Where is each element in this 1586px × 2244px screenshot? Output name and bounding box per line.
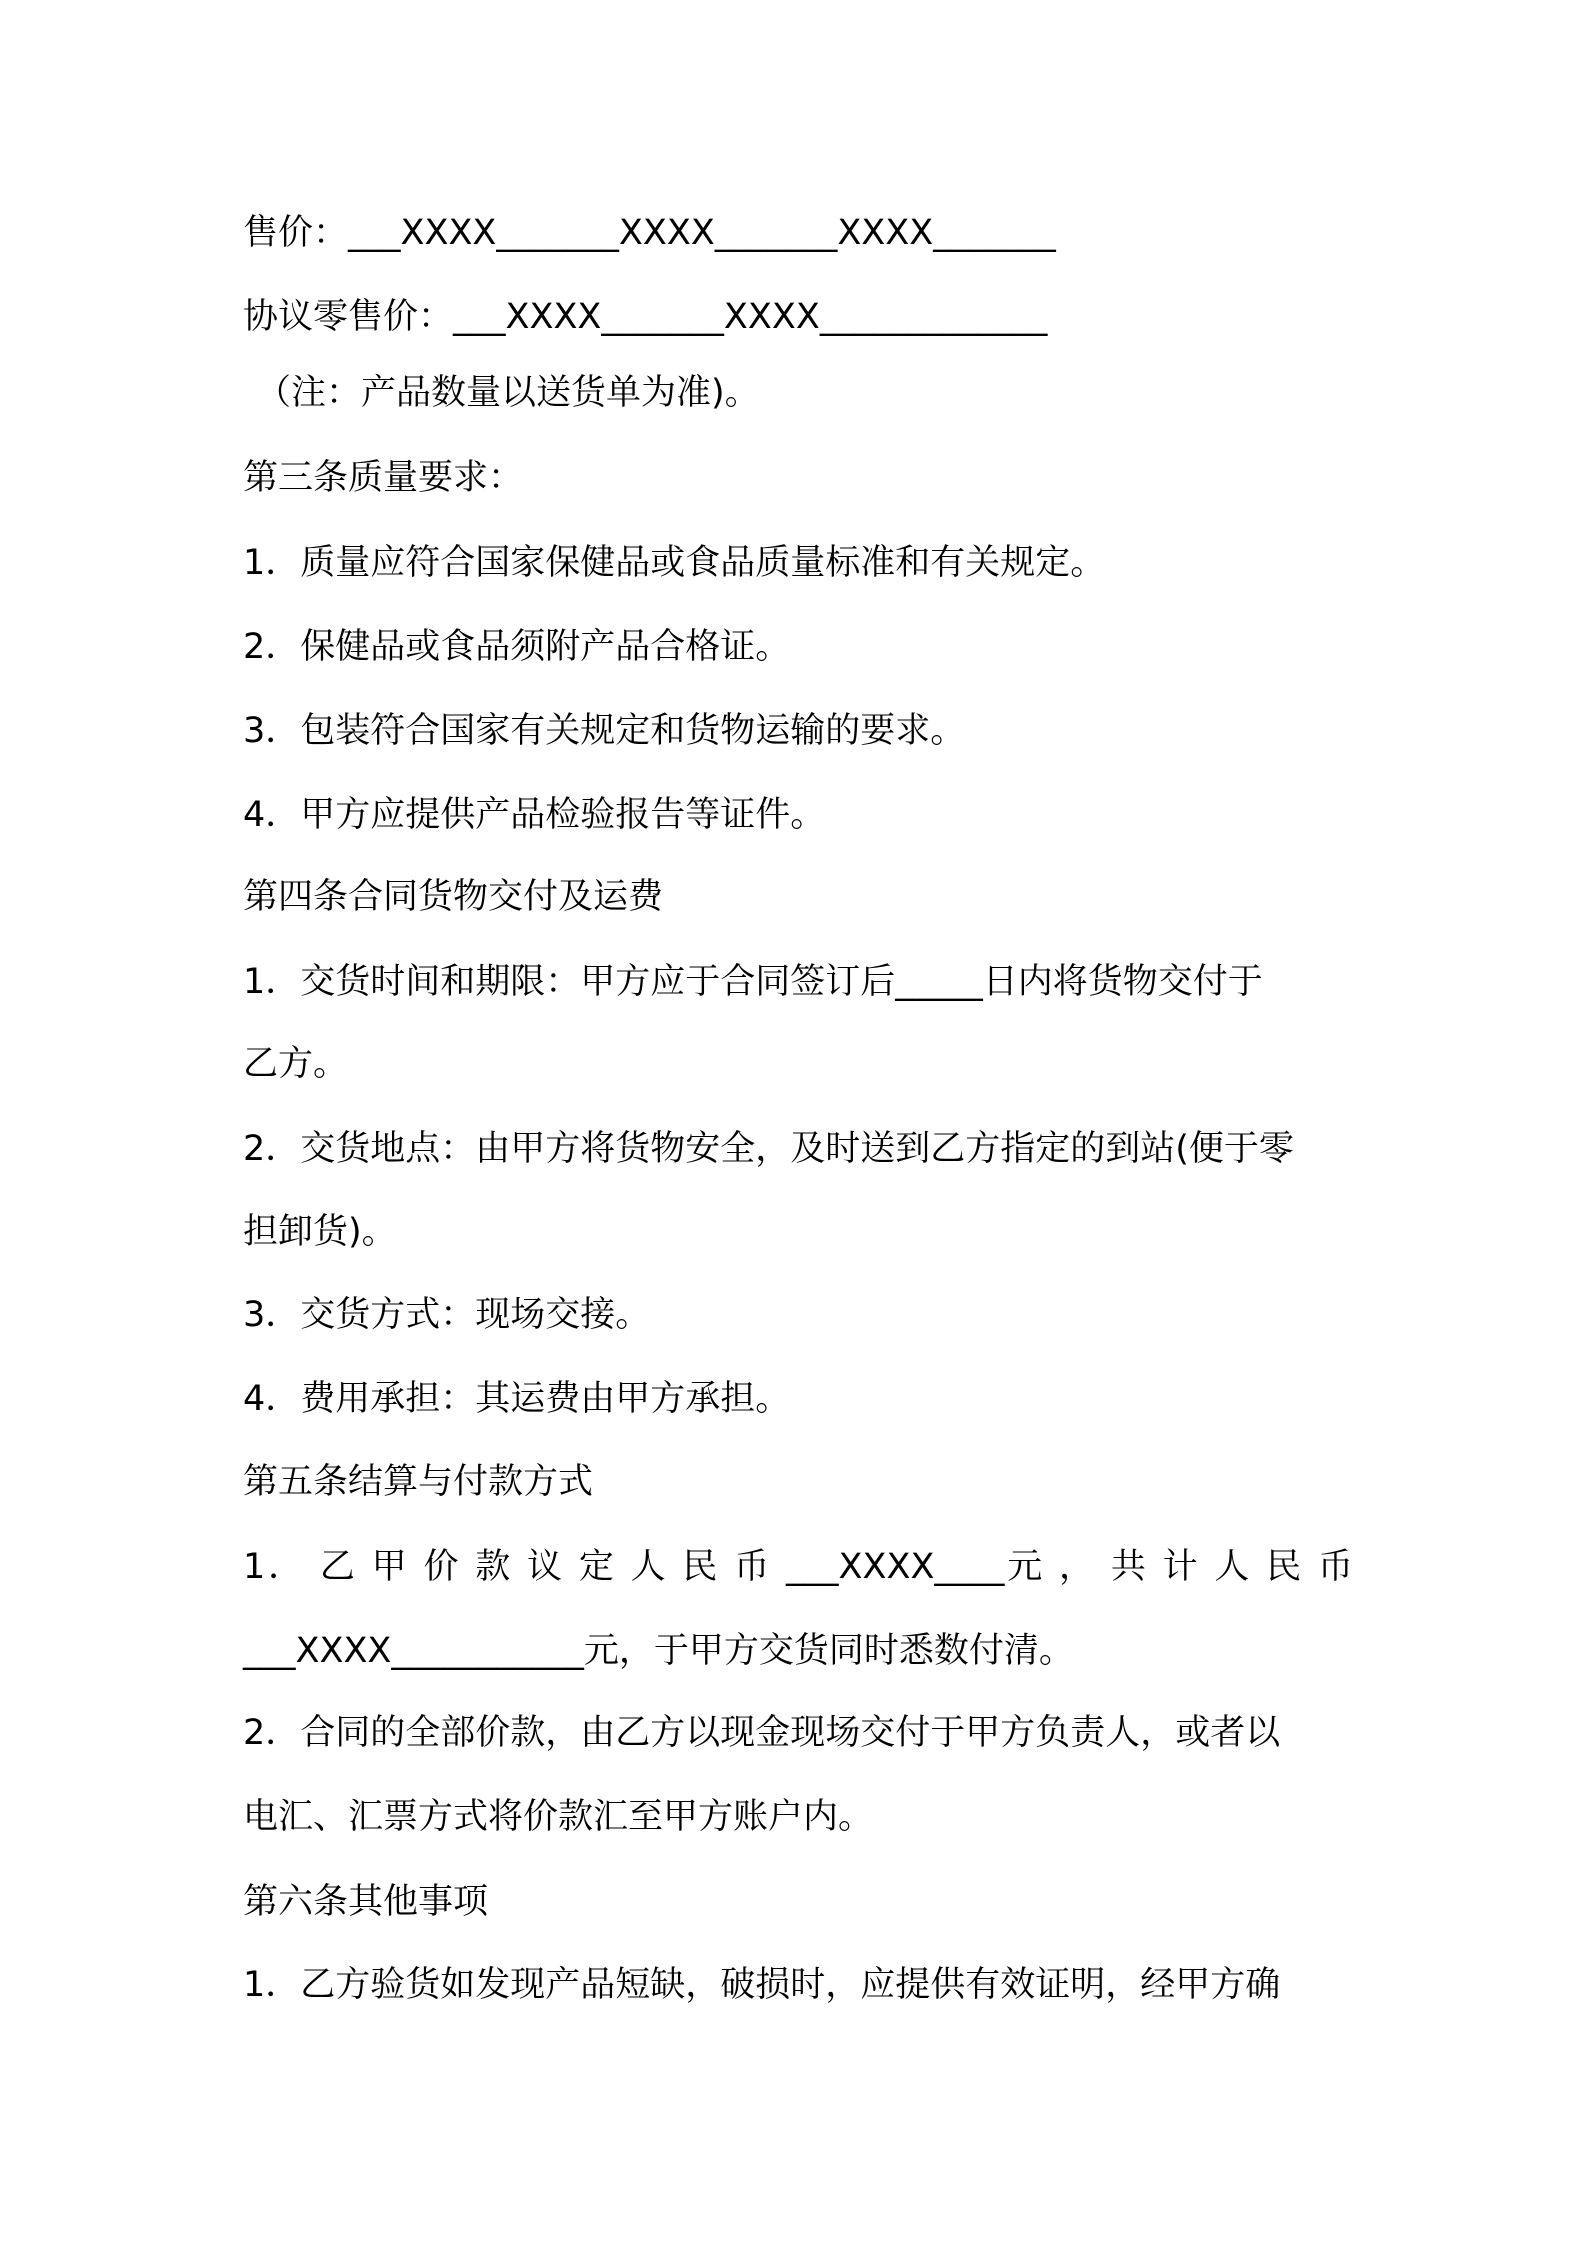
article-3-item-2: 2．保健品或食品须附产品合格证。 (243, 627, 791, 667)
quantity-note: （注：产品数量以送货单为准)。 (256, 373, 760, 413)
article-4-item-2: 2．交货地点：由甲方将货物安全，及时送到乙方指定的到站(便于零 (243, 1129, 1294, 1169)
article-5-item-2-cont: 电汇、汇票方式将价款汇至甲方账户内。 (243, 1797, 874, 1837)
article-5-item-1-cont: ___XXXX___________元，于甲方交货同时悉数付清。 (243, 1631, 1074, 1671)
article-4-heading: 第四条合同货物交付及运费 (243, 877, 664, 917)
article-4-item-1: 1．交货时间和期限：甲方应于合同签订后_____日内将货物交付于 (243, 962, 1263, 1002)
article-4-item-2-cont: 担卸货)。 (243, 1212, 397, 1252)
article-3-item-3: 3．包装符合国家有关规定和货物运输的要求。 (243, 711, 966, 751)
article-3-item-4: 4．甲方应提供产品检验报告等证件。 (243, 795, 826, 835)
article-4-item-1-cont: 乙方。 (243, 1044, 349, 1084)
article-5-item-2: 2．合同的全部价款，由乙方以现金现场交付于甲方负责人，或者以 (243, 1713, 1281, 1753)
article-6-item-1: 1．乙方验货如发现产品短缺，破损时，应提供有效证明，经甲方确 (243, 1965, 1281, 2005)
article-5-heading: 第五条结算与付款方式 (243, 1462, 594, 1502)
article-3-heading: 第三条质量要求： (243, 458, 524, 498)
article-4-item-4: 4．费用承担：其运费由甲方承担。 (243, 1379, 791, 1419)
sale-price-line: 售价：___XXXX_______XXXX_______XXXX_______ (243, 213, 1056, 253)
article-4-item-3: 3．交货方式：现场交接。 (243, 1295, 651, 1335)
article-6-heading: 第六条其他事项 (243, 1882, 489, 1922)
article-3-item-1: 1．质量应符合国家保健品或食品质量标准和有关规定。 (243, 543, 1106, 583)
agreed-retail-price-line: 协议零售价：___XXXX_______XXXX_____________ (243, 297, 1048, 337)
article-5-item-1: 1． 乙 甲 价 款 议 定 人 民 币 ___XXXX____元 ， 共 计 人 民 币 (243, 1547, 1353, 1587)
